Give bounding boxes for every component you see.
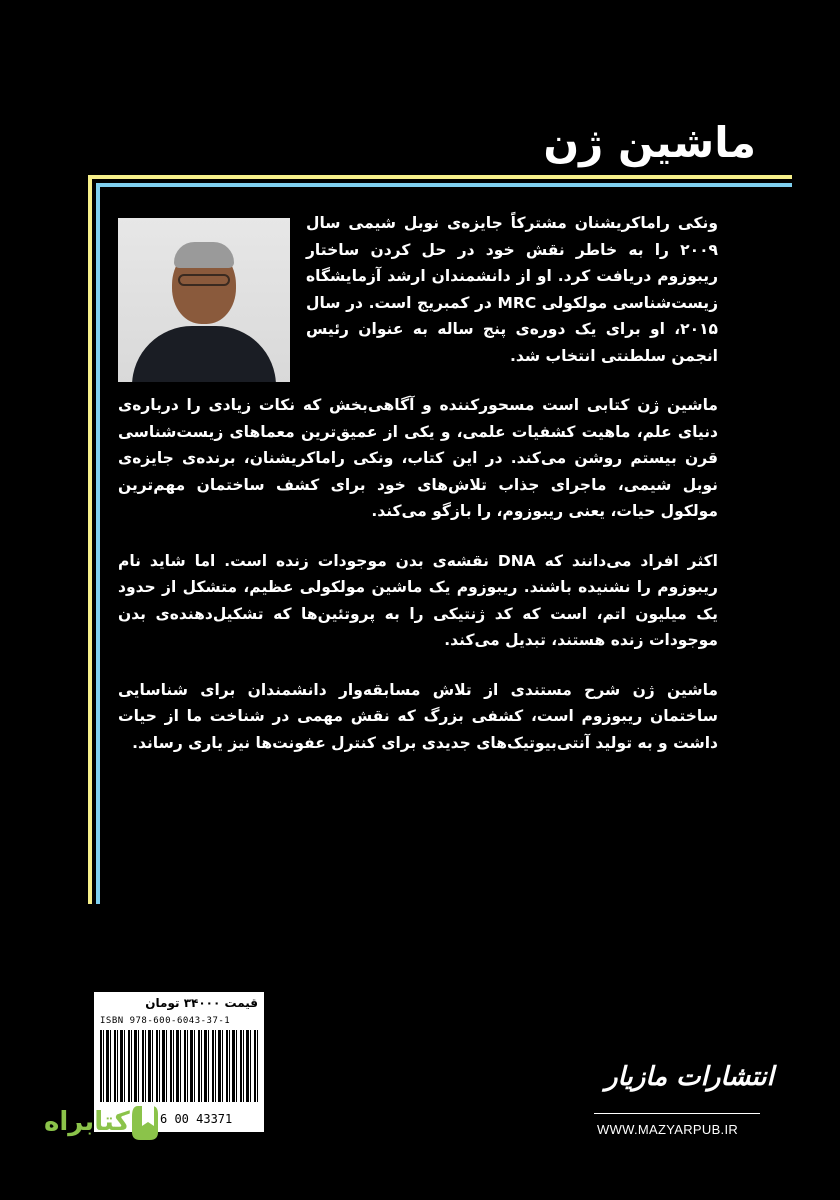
photo-glasses	[178, 274, 230, 286]
barcode-icon	[100, 1030, 258, 1102]
ketabrah-text: کتابراه	[44, 1107, 130, 1137]
paragraph-3: اکثر افراد می‌دانند که DNA نقشه‌ی بدن موجودات زنده است. اما شاید نام ریبوزوم را نشنیده باشند. ریبوزوم یک ماشین مولکولی عظیم، متشکل از حدود یک میلیون اتم، است که کد ژنتیکی را به پروتئین‌ها که تشکیل‌دهنده‌ی بدن موجودات زنده هستند، تبدیل می‌کند.	[118, 551, 718, 649]
author-photo	[118, 218, 290, 382]
photo-hair	[174, 242, 234, 268]
isbn-number: ISBN 978-600-6043-37-1	[100, 1016, 231, 1026]
publisher-logo: انتشارات مازیار	[605, 1062, 774, 1092]
publisher-divider	[594, 1113, 760, 1114]
price-label: قیمت ۳۴۰۰۰ تومان	[145, 996, 258, 1010]
author-bio	[118, 210, 718, 369]
back-cover-text	[118, 210, 718, 779]
paragraph-1: ونکی راماکریشنان مشترکاً جایزه‌ی نوبل شیمی سال ۲۰۰۹ را به خاطر نقش خود در حل کردن ساختار ریبوزوم دریافت کرد. او از دانشمندان ارشد آزمایشگاه زیست‌شناسی مولکولی MRC در کمبریج است. در سال ۲۰۱۵، او برای یک دوره‌ی پنج ساله به عنوان رئیس انجمن سلطنتی انتخاب شد.	[306, 214, 718, 365]
ketabrah-watermark	[40, 1102, 160, 1142]
paragraph-4: ماشین ژن شرح مستندی از تلاش مسابقه‌وار دانشمندان برای شناسایی ساختمان ریبوزوم است، کشفی بزرگ که نقش مهمی در شناخت ما از حیات داشت و به تولید آنتی‌بیوتیک‌های جدیدی برای کنترل عفونت‌ها نیز یاری رساند.	[118, 680, 718, 752]
book-title: ماشین ژن	[543, 118, 756, 167]
paragraph-2: ماشین ژن کتابی است مسحورکننده و آگاهی‌بخش که نکات زیادی را درباره‌ی دنیای علم، ماهیت کشفیات علمی، و یکی از عمیق‌ترین معماهای زیست‌شناسی قرن بیستم روشن می‌کند. در این کتاب، ونکی راماکریشنان، برنده‌ی جایزه‌ی نوبل شیمی، ماجرای جذاب تلاش‌های خود برای کشف ساختمان مهم‌ترین مولکول حیات، یعنی ریبوزوم، را بازگو می‌کند.	[118, 396, 718, 520]
publisher-website: WWW.MAZYARPUB.IR	[597, 1122, 739, 1137]
photo-body	[132, 326, 276, 382]
ketabrah-logo-icon	[130, 1102, 160, 1142]
barcode-digits: 6 00 43371	[160, 1112, 233, 1126]
